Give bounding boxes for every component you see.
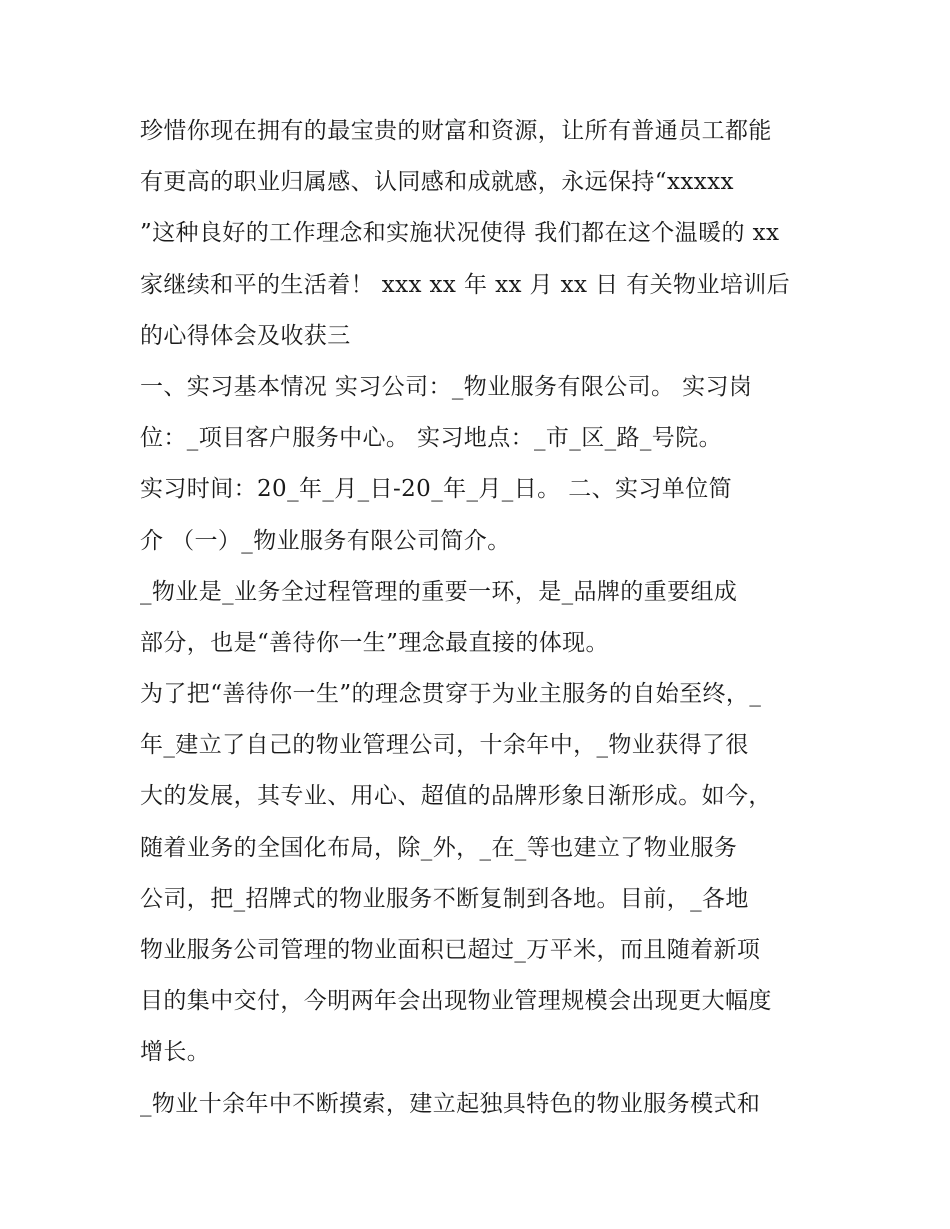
text-line: 实习时间：20_年_月_日-20_年_月_日。 二、实习单位简: [140, 476, 733, 503]
text-line: 一、实习基本情况 实习公司：_物业服务有限公司。 实习岗: [140, 373, 753, 400]
text-line: 为了把“善待你一生”的理念贯穿于为业主服务的自始至终，_: [140, 681, 762, 708]
text-line: 随着业务的全国化布局，除_外，_在_等也建立了物业服务: [140, 834, 738, 861]
text-line: 家继续和平的生活着！ xxx xx 年 xx 月 xx 日 有关物业培训后: [140, 271, 791, 298]
text-line: ”这种良好的工作理念和实施状况使得 我们都在这个温暖的 xx: [140, 220, 780, 247]
text-line: _物业十余年中不断摸索，建立起独具特色的物业服务模式和: [140, 1090, 761, 1117]
text-line: 位：_项目客户服务中心。 实习地点：_市_区_路_号院。: [140, 425, 723, 452]
text-line: 介 （一）_物业服务有限公司简介。: [140, 527, 511, 554]
text-line: _物业是_业务全过程管理的重要一环，是_品牌的重要组成: [140, 578, 738, 605]
text-line: 珍惜你现在拥有的最宝贵的财富和资源，让所有普通员工都能: [140, 118, 772, 144]
text-line: 有更高的职业归属感、认同感和成就感，永远保持“xxxxx: [140, 169, 734, 196]
text-line: 大的发展，其专业、用心、超值的品牌形象日渐形成。如今，: [140, 783, 772, 810]
document-body: [140, 106, 820, 1130]
text-line: 年_建立了自己的物业管理公司，十余年中，_物业获得了很: [140, 732, 749, 759]
text-line: 物业服务公司管理的物业面积已超过_万平米，而且随着新项: [140, 937, 761, 963]
text-line: 目的集中交付，今明两年会出现物业管理规模会出现更大幅度: [140, 988, 772, 1015]
text-line: 公司，把_招牌式的物业服务不断复制到各地。目前，_各地: [140, 885, 749, 912]
text-line: 部分，也是“善待你一生”理念最直接的体现。: [140, 629, 609, 656]
text-line: 的心得体会及收获三: [140, 322, 351, 349]
text-line: 增长。: [140, 1039, 211, 1066]
